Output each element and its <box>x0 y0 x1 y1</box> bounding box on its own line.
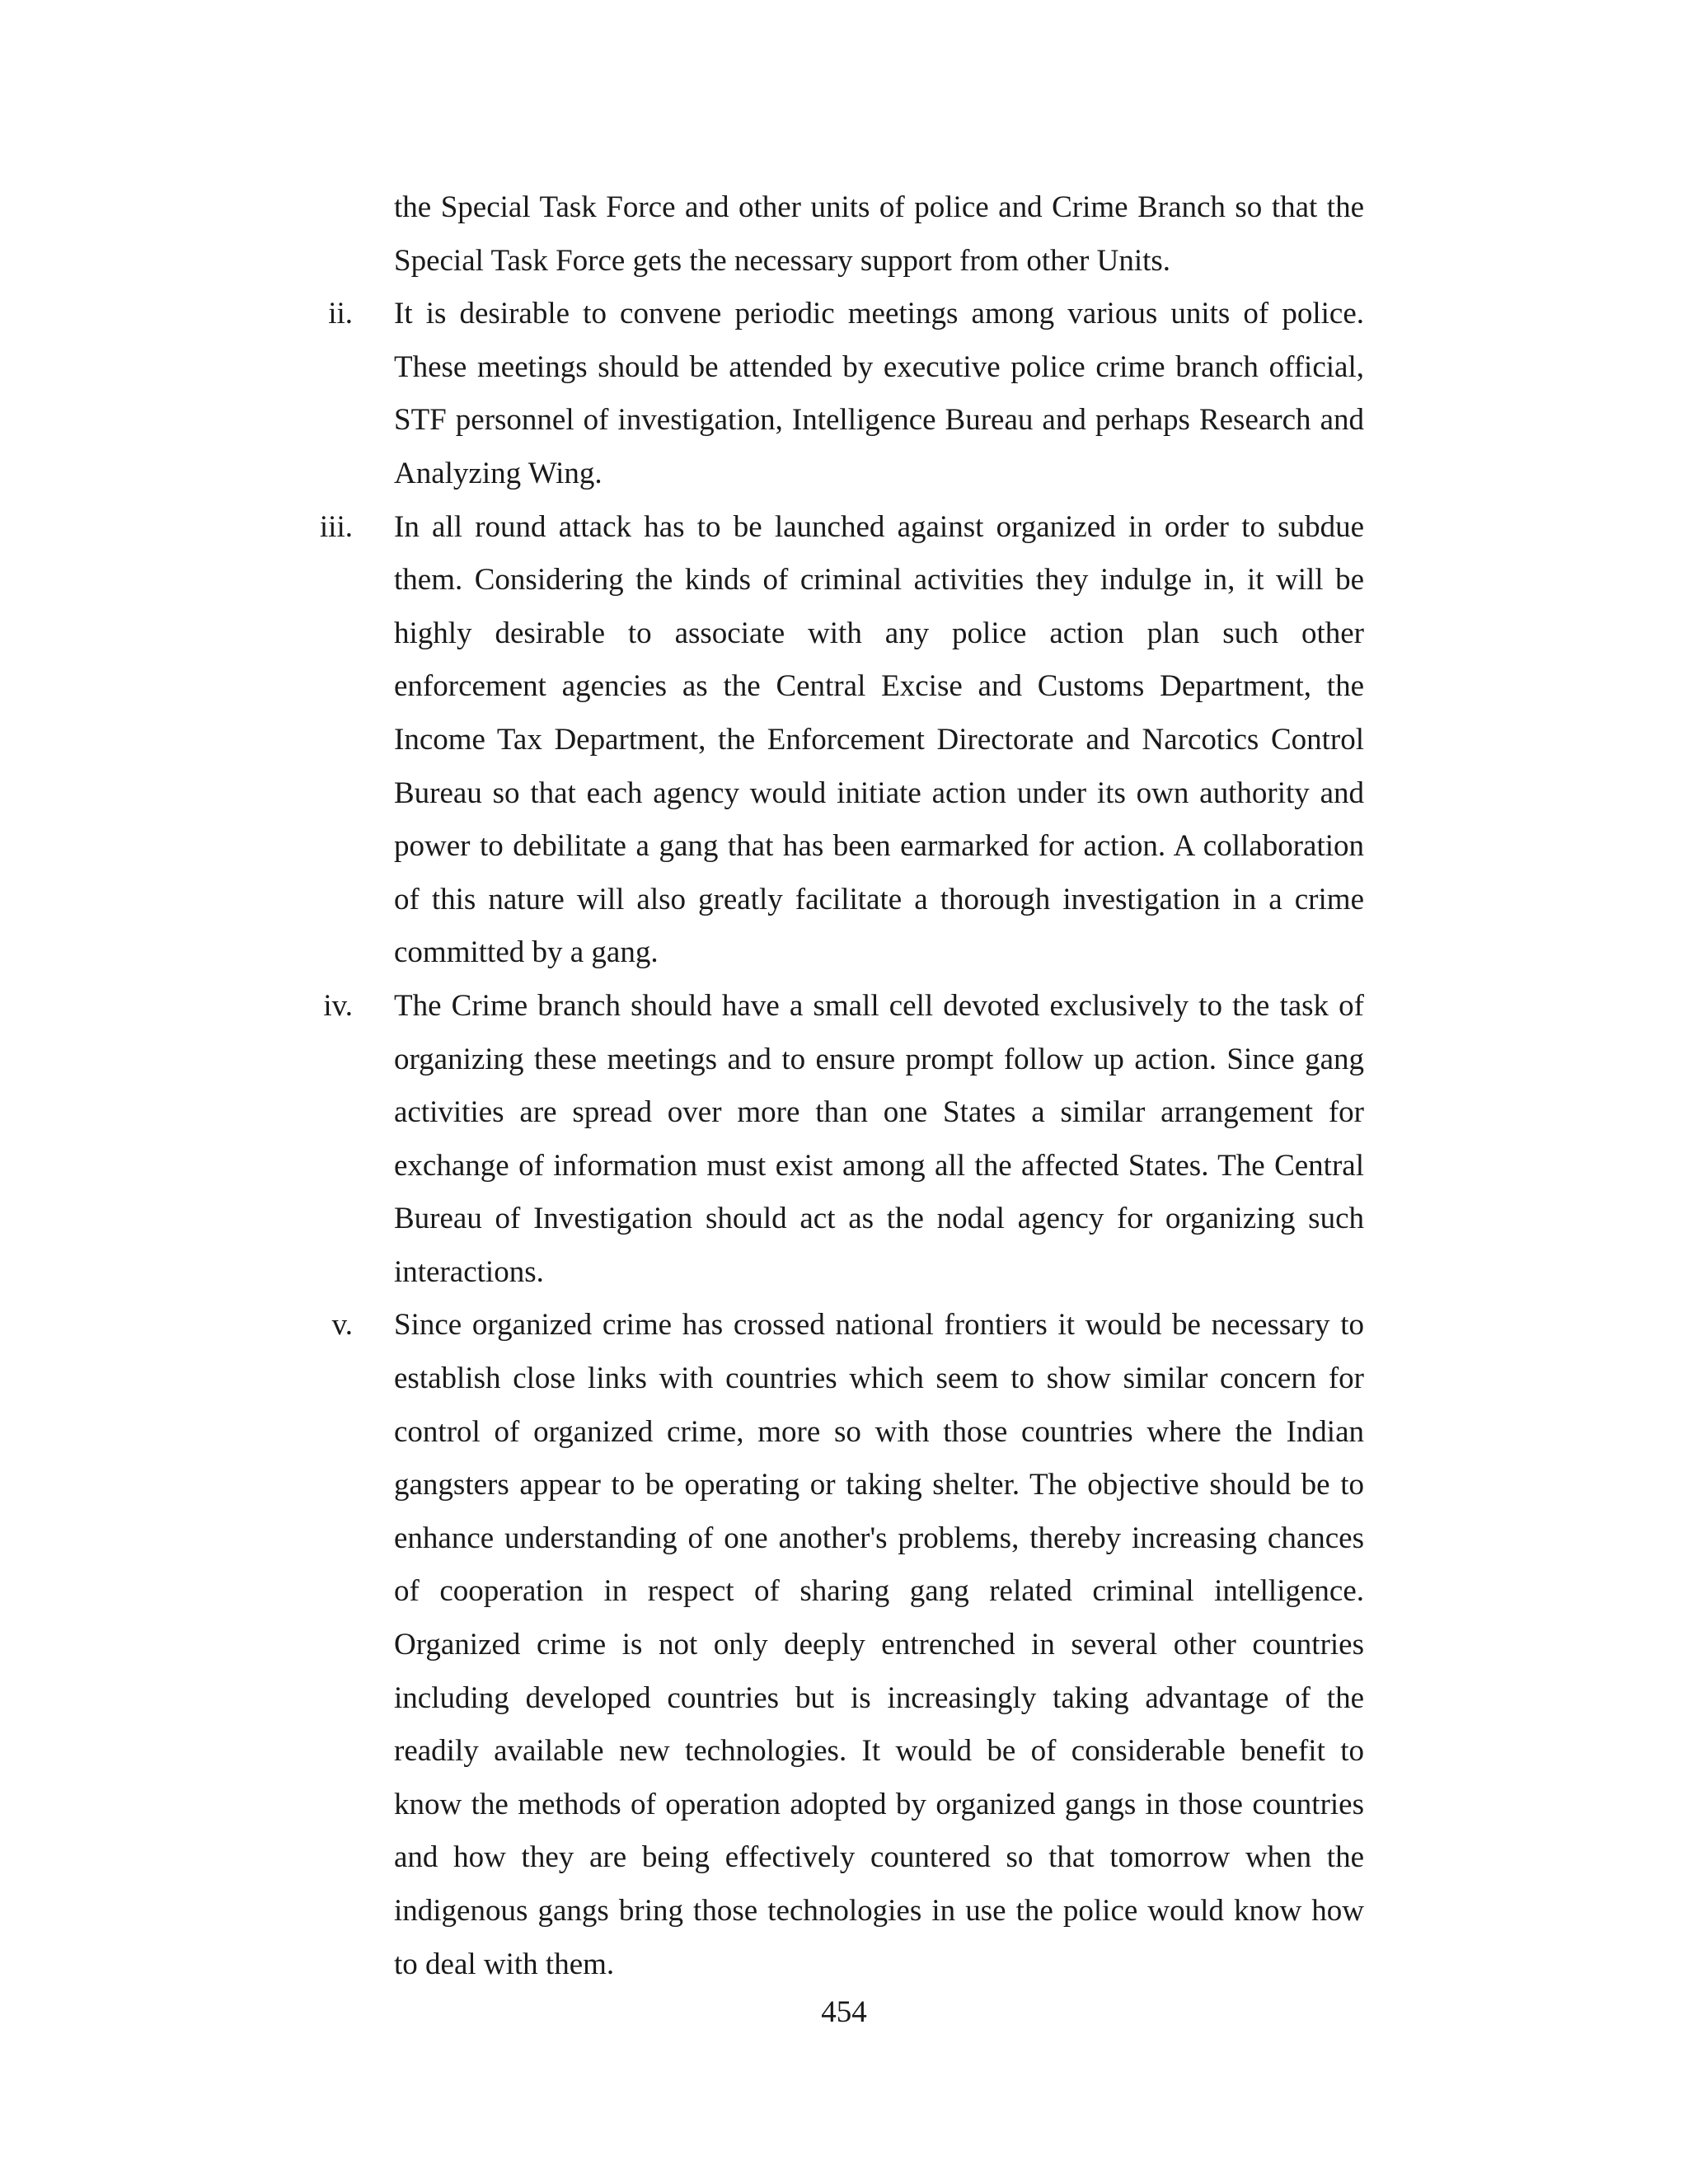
paragraph-text: The Crime branch should have a small cell devoted exclusively to the task of organizing these meetings and to ensure prompt follow up action. Since gang activities are spread over more than one States a similar arrangement for exchange of information must exist among all the affected States. The Central Bureau of Investigation should act as the nodal agency for organizing such interactions. <box>394 988 1364 1289</box>
list-item-ii <box>328 288 1364 500</box>
paragraph-continued <box>394 181 1364 288</box>
page-number: 454 <box>821 1995 867 2029</box>
list-marker: iii. <box>319 509 353 544</box>
paragraph-text: It is desirable to convene periodic meetings among various units of police. These meetings should be attended by executive police crime branch official, STF personnel of investigation, Intelligence Bureau and perhaps Research and Analyzing Wing. <box>394 297 1364 490</box>
paragraph-text: In all round attack has to be launched against organized in order to subdue them. Considering the kinds of criminal activities they indulge in, it will be highly desirable to associate with any police action plan such other enforcement agencies as the Central Excise and Customs Department, the Income Tax Department, the Enforcement Directorate and Narcotics Control Bureau so that each agency would initiate action under its own authority and power to debilitate a gang that has been earmarked for action. A collaboration of this nature will also greatly facilitate a thorough investigation in a crime committed by a gang. <box>394 509 1364 970</box>
paragraph-text: the Special Task Force and other units of police and Crime Branch so that the Special Task Force gets the necessary support from other Units. <box>394 190 1364 278</box>
document-body <box>319 181 1364 1991</box>
paragraph-text: Since organized crime has crossed national frontiers it would be necessary to establish close links with countries which seem to show similar concern for control of organized crime, more so with those countries where the Indian gangsters appear to be operating or taking shelter. The objective should be to enhance understanding of one another's problems, thereby increasing chances of cooperation in respect of sharing gang related criminal intelligence. Organized crime is not only deeply entrenched in several other countries including developed countries but is increasingly taking advantage of the readily available new technologies. It would be of considerable benefit to know the methods of operation adopted by organized gangs in those countries and how they are being effectively countered so that tomorrow when the indigenous gangs bring those technologies in use the police would know how to deal with them. <box>394 1308 1364 1981</box>
list-marker: iv. <box>323 988 353 1023</box>
list-item-v <box>331 1299 1364 1991</box>
list-item-iii <box>319 501 1364 980</box>
list-item-iv <box>323 980 1364 1300</box>
list-marker: v. <box>331 1308 353 1343</box>
list-marker: ii. <box>328 297 353 331</box>
